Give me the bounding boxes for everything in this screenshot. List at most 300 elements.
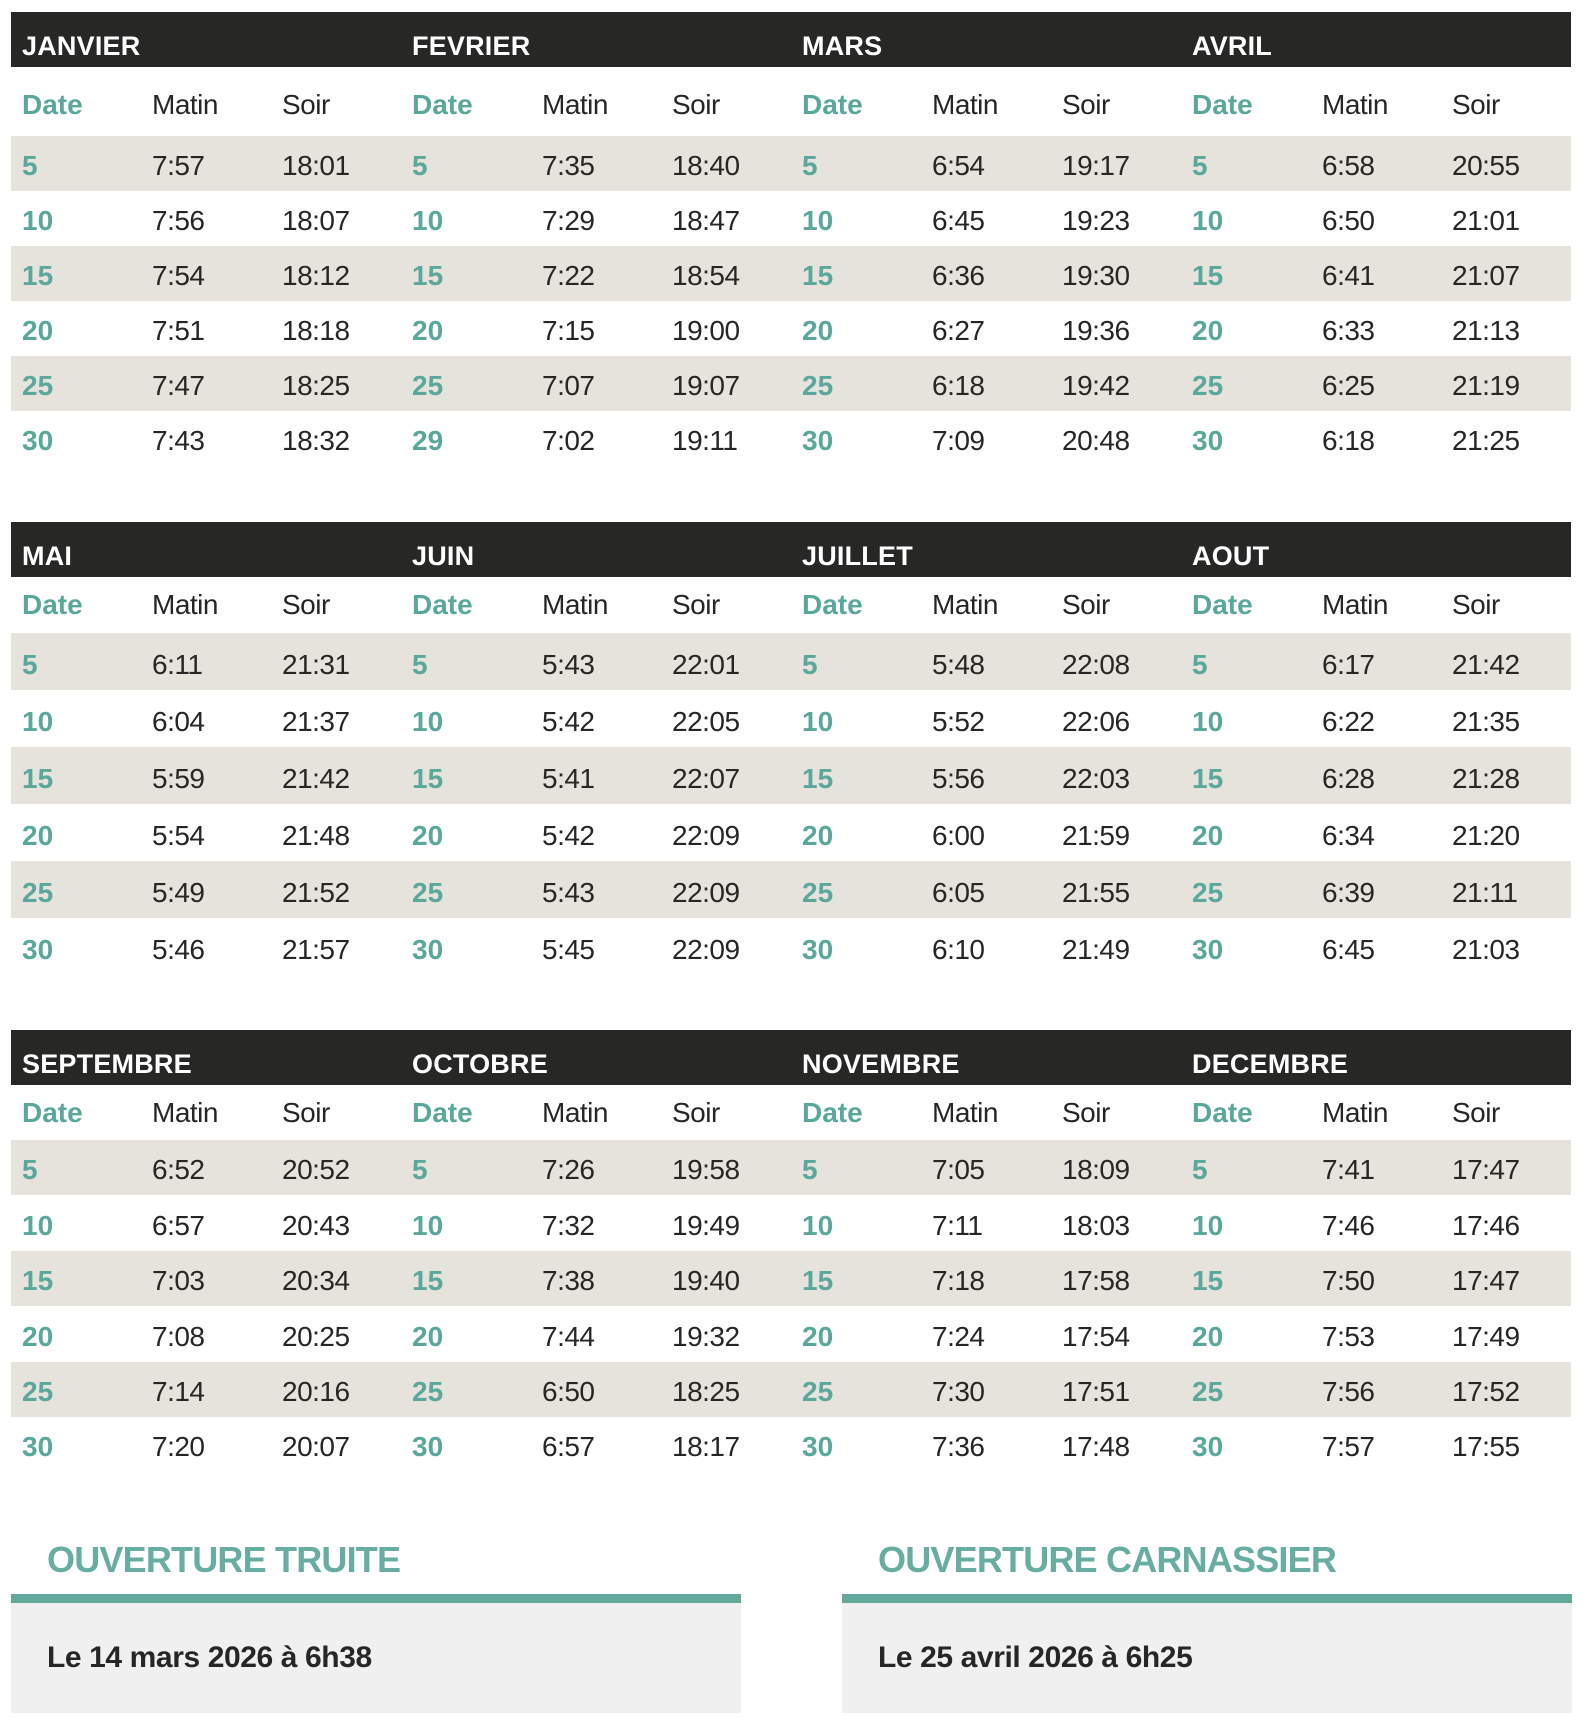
date-cell: 5 bbox=[412, 1154, 428, 1186]
evening-cell: 18:17 bbox=[672, 1431, 740, 1463]
date-cell: 5 bbox=[1192, 649, 1208, 680]
table-row bbox=[11, 191, 401, 246]
date-cell: 25 bbox=[22, 1375, 54, 1407]
table-row bbox=[1181, 191, 1571, 246]
morning-cell: 6:57 bbox=[542, 1431, 595, 1463]
table-row bbox=[791, 1195, 1181, 1250]
column-header-morning: Matin bbox=[152, 589, 218, 620]
date-cell: 25 bbox=[22, 370, 54, 401]
month-table bbox=[791, 577, 1181, 975]
date-cell: 15 bbox=[802, 1265, 834, 1297]
evening-cell: 21:07 bbox=[1452, 260, 1520, 291]
date-cell: 20 bbox=[1192, 1320, 1224, 1352]
morning-cell: 6:58 bbox=[1322, 150, 1375, 181]
morning-cell: 6:22 bbox=[1322, 706, 1375, 737]
month-table bbox=[401, 577, 791, 975]
morning-cell: 5:42 bbox=[542, 820, 595, 851]
column-header-evening: Soir bbox=[1062, 589, 1110, 620]
evening-cell: 17:46 bbox=[1452, 1209, 1520, 1241]
evening-cell: 20:25 bbox=[282, 1320, 350, 1352]
date-cell: 20 bbox=[802, 315, 834, 346]
morning-cell: 5:43 bbox=[542, 649, 595, 680]
date-cell: 15 bbox=[22, 763, 54, 794]
table-row bbox=[401, 690, 791, 747]
date-cell: 10 bbox=[802, 706, 834, 737]
trout-opening-date: Le 14 mars 2026 à 6h38 bbox=[11, 1603, 741, 1713]
table-row bbox=[401, 633, 791, 690]
morning-cell: 7:44 bbox=[542, 1320, 595, 1352]
table-row bbox=[1181, 1306, 1571, 1361]
table-row bbox=[791, 633, 1181, 690]
column-header-morning: Matin bbox=[542, 88, 608, 120]
evening-cell: 19:23 bbox=[1062, 205, 1130, 236]
morning-cell: 6:27 bbox=[932, 315, 985, 346]
column-header-date: Date bbox=[22, 589, 83, 620]
column-header-evening: Soir bbox=[282, 1096, 330, 1128]
morning-cell: 5:54 bbox=[152, 820, 205, 851]
morning-cell: 7:36 bbox=[932, 1431, 985, 1463]
morning-cell: 7:53 bbox=[1322, 1320, 1375, 1352]
morning-cell: 7:08 bbox=[152, 1320, 205, 1352]
date-cell: 20 bbox=[22, 1320, 54, 1352]
table-row bbox=[11, 1195, 401, 1250]
date-cell: 25 bbox=[802, 1375, 834, 1407]
table-row bbox=[791, 1140, 1181, 1195]
table-row bbox=[11, 861, 401, 918]
evening-cell: 21:19 bbox=[1452, 370, 1520, 401]
evening-cell: 20:07 bbox=[282, 1431, 350, 1463]
table-row bbox=[401, 356, 791, 411]
evening-cell: 21:49 bbox=[1062, 934, 1130, 965]
morning-cell: 7:18 bbox=[932, 1265, 985, 1297]
evening-cell: 20:52 bbox=[282, 1154, 350, 1186]
month-table bbox=[1181, 67, 1571, 466]
table-row bbox=[1181, 633, 1571, 690]
evening-cell: 22:06 bbox=[1062, 706, 1130, 737]
months-grid bbox=[11, 1085, 1571, 1472]
morning-cell: 6:25 bbox=[1322, 370, 1375, 401]
table-row bbox=[11, 1362, 401, 1417]
table-row bbox=[791, 1417, 1181, 1472]
morning-cell: 7:43 bbox=[152, 425, 205, 456]
evening-cell: 17:54 bbox=[1062, 1320, 1130, 1352]
morning-cell: 7:30 bbox=[932, 1375, 985, 1407]
month-table bbox=[401, 67, 791, 466]
date-cell: 30 bbox=[412, 1431, 444, 1463]
morning-cell: 5:43 bbox=[542, 877, 595, 908]
table-row bbox=[1181, 136, 1571, 191]
month-title: JUILLET bbox=[802, 541, 913, 571]
column-header-date: Date bbox=[412, 589, 473, 620]
date-cell: 10 bbox=[1192, 205, 1224, 236]
evening-cell: 17:52 bbox=[1452, 1375, 1520, 1407]
evening-cell: 19:00 bbox=[672, 315, 740, 346]
date-cell: 5 bbox=[22, 649, 38, 680]
evening-cell: 21:59 bbox=[1062, 820, 1130, 851]
morning-cell: 7:14 bbox=[152, 1375, 205, 1407]
table-row bbox=[1181, 411, 1571, 466]
table-row bbox=[1181, 918, 1571, 975]
evening-cell: 22:05 bbox=[672, 706, 740, 737]
column-header-evening: Soir bbox=[672, 1096, 720, 1128]
column-header-row bbox=[11, 577, 401, 633]
evening-cell: 19:30 bbox=[1062, 260, 1130, 291]
morning-cell: 6:33 bbox=[1322, 315, 1375, 346]
morning-cell: 7:41 bbox=[1322, 1154, 1375, 1186]
months-grid bbox=[11, 577, 1571, 975]
evening-cell: 19:40 bbox=[672, 1265, 740, 1297]
evening-cell: 17:55 bbox=[1452, 1431, 1520, 1463]
month-title: MAI bbox=[22, 541, 73, 571]
morning-cell: 6:52 bbox=[152, 1154, 205, 1186]
quarter-block-1 bbox=[11, 12, 1571, 466]
table-row bbox=[791, 861, 1181, 918]
month-header-bar bbox=[11, 1030, 1571, 1085]
table-row bbox=[401, 1195, 791, 1250]
morning-cell: 7:07 bbox=[542, 370, 595, 401]
morning-cell: 5:48 bbox=[932, 649, 985, 680]
evening-cell: 18:40 bbox=[672, 150, 740, 181]
morning-cell: 7:24 bbox=[932, 1320, 985, 1352]
date-cell: 20 bbox=[412, 315, 444, 346]
table-row bbox=[791, 411, 1181, 466]
evening-cell: 17:48 bbox=[1062, 1431, 1130, 1463]
month-title: JANVIER bbox=[22, 31, 141, 61]
date-cell: 20 bbox=[412, 820, 444, 851]
morning-cell: 7:38 bbox=[542, 1265, 595, 1297]
table-row bbox=[11, 1306, 401, 1361]
table-row bbox=[1181, 747, 1571, 804]
table-row bbox=[1181, 861, 1571, 918]
morning-cell: 6:04 bbox=[152, 706, 205, 737]
date-cell: 25 bbox=[1192, 1375, 1224, 1407]
column-header-row bbox=[1181, 1085, 1571, 1140]
month-title: AOUT bbox=[1192, 541, 1270, 571]
month-header-bar bbox=[11, 522, 1571, 577]
morning-cell: 6:28 bbox=[1322, 763, 1375, 794]
trout-opening-title: OUVERTURE TRUITE bbox=[47, 1539, 401, 1580]
morning-cell: 7:56 bbox=[152, 205, 205, 236]
column-header-morning: Matin bbox=[152, 88, 218, 120]
date-cell: 15 bbox=[22, 1265, 54, 1297]
evening-cell: 21:03 bbox=[1452, 934, 1520, 965]
date-cell: 20 bbox=[22, 315, 54, 346]
morning-cell: 7:57 bbox=[1322, 1431, 1375, 1463]
predator-opening-card bbox=[842, 1535, 1572, 1713]
evening-cell: 18:25 bbox=[282, 370, 350, 401]
morning-cell: 6:18 bbox=[1322, 425, 1375, 456]
table-row bbox=[791, 1362, 1181, 1417]
evening-cell: 19:42 bbox=[1062, 370, 1130, 401]
date-cell: 30 bbox=[412, 934, 444, 965]
evening-cell: 21:13 bbox=[1452, 315, 1520, 346]
morning-cell: 5:46 bbox=[152, 934, 205, 965]
evening-cell: 21:42 bbox=[1452, 649, 1520, 680]
month-title: AVRIL bbox=[1192, 31, 1272, 61]
month-table bbox=[401, 1085, 791, 1472]
morning-cell: 7:09 bbox=[932, 425, 985, 456]
month-table bbox=[1181, 1085, 1571, 1472]
month-title: DECEMBRE bbox=[1192, 1049, 1349, 1079]
quarter-block-3 bbox=[11, 1030, 1571, 1472]
month-table bbox=[11, 67, 401, 466]
column-header-morning: Matin bbox=[932, 589, 998, 620]
evening-cell: 18:09 bbox=[1062, 1154, 1130, 1186]
evening-cell: 21:11 bbox=[1452, 877, 1518, 908]
column-header-morning: Matin bbox=[152, 1096, 218, 1128]
table-row bbox=[11, 246, 401, 301]
morning-cell: 7:54 bbox=[152, 260, 205, 291]
month-table bbox=[11, 1085, 401, 1472]
table-row bbox=[791, 690, 1181, 747]
month-title: SEPTEMBRE bbox=[22, 1049, 192, 1079]
morning-cell: 7:56 bbox=[1322, 1375, 1375, 1407]
morning-cell: 7:35 bbox=[542, 150, 595, 181]
date-cell: 30 bbox=[802, 1431, 834, 1463]
date-cell: 30 bbox=[22, 425, 54, 456]
date-cell: 20 bbox=[1192, 315, 1224, 346]
predator-opening-divider bbox=[842, 1594, 1572, 1603]
evening-cell: 18:25 bbox=[672, 1375, 740, 1407]
table-row bbox=[11, 1140, 401, 1195]
date-cell: 15 bbox=[412, 260, 444, 291]
morning-cell: 7:50 bbox=[1322, 1265, 1375, 1297]
evening-cell: 19:07 bbox=[672, 370, 740, 401]
evening-cell: 19:32 bbox=[672, 1320, 740, 1352]
table-row bbox=[791, 356, 1181, 411]
column-header-row bbox=[791, 67, 1181, 136]
morning-cell: 6:17 bbox=[1322, 649, 1375, 680]
morning-cell: 5:45 bbox=[542, 934, 595, 965]
column-header-date: Date bbox=[22, 1096, 83, 1128]
evening-cell: 21:25 bbox=[1452, 425, 1520, 456]
morning-cell: 7:03 bbox=[152, 1265, 205, 1297]
column-header-morning: Matin bbox=[932, 88, 998, 120]
column-header-date: Date bbox=[412, 1096, 473, 1128]
column-header-row bbox=[1181, 67, 1571, 136]
evening-cell: 17:47 bbox=[1452, 1265, 1520, 1297]
evening-cell: 20:43 bbox=[282, 1209, 350, 1241]
evening-cell: 22:01 bbox=[672, 649, 740, 680]
date-cell: 10 bbox=[22, 205, 54, 236]
evening-cell: 18:54 bbox=[672, 260, 740, 291]
date-cell: 25 bbox=[1192, 877, 1224, 908]
column-header-evening: Soir bbox=[1452, 1096, 1500, 1128]
table-row bbox=[401, 1251, 791, 1306]
table-row bbox=[1181, 1195, 1571, 1250]
column-header-date: Date bbox=[802, 1096, 863, 1128]
date-cell: 15 bbox=[802, 763, 834, 794]
table-row bbox=[791, 1306, 1181, 1361]
date-cell: 10 bbox=[412, 205, 444, 236]
column-header-evening: Soir bbox=[1062, 88, 1110, 120]
quarter-block-2 bbox=[11, 522, 1571, 975]
morning-cell: 7:29 bbox=[542, 205, 595, 236]
morning-cell: 6:45 bbox=[932, 205, 985, 236]
morning-cell: 7:20 bbox=[152, 1431, 205, 1463]
date-cell: 5 bbox=[412, 150, 428, 181]
morning-cell: 6:36 bbox=[932, 260, 985, 291]
predator-opening-date: Le 25 avril 2026 à 6h25 bbox=[842, 1603, 1572, 1713]
morning-cell: 7:46 bbox=[1322, 1209, 1375, 1241]
morning-cell: 6:11 bbox=[152, 649, 203, 680]
column-header-morning: Matin bbox=[1322, 1096, 1388, 1128]
date-cell: 5 bbox=[1192, 150, 1208, 181]
evening-cell: 18:18 bbox=[282, 315, 350, 346]
table-row bbox=[11, 136, 401, 191]
evening-cell: 21:48 bbox=[282, 820, 350, 851]
column-header-morning: Matin bbox=[932, 1096, 998, 1128]
date-cell: 5 bbox=[412, 649, 428, 680]
morning-cell: 7:47 bbox=[152, 370, 205, 401]
date-cell: 20 bbox=[412, 1320, 444, 1352]
table-row bbox=[11, 1417, 401, 1472]
column-header-morning: Matin bbox=[1322, 589, 1388, 620]
date-cell: 25 bbox=[412, 370, 444, 401]
date-cell: 10 bbox=[802, 1209, 834, 1241]
morning-cell: 7:11 bbox=[932, 1209, 983, 1241]
table-row bbox=[791, 1251, 1181, 1306]
morning-cell: 5:59 bbox=[152, 763, 205, 794]
morning-cell: 6:10 bbox=[932, 934, 985, 965]
date-cell: 30 bbox=[1192, 425, 1224, 456]
morning-cell: 5:49 bbox=[152, 877, 205, 908]
table-row bbox=[401, 301, 791, 356]
date-cell: 29 bbox=[412, 425, 444, 456]
date-cell: 30 bbox=[1192, 934, 1224, 965]
evening-cell: 21:55 bbox=[1062, 877, 1130, 908]
evening-cell: 22:09 bbox=[672, 820, 740, 851]
evening-cell: 18:03 bbox=[1062, 1209, 1130, 1241]
column-header-evening: Soir bbox=[1452, 589, 1500, 620]
date-cell: 20 bbox=[802, 1320, 834, 1352]
table-row bbox=[401, 1417, 791, 1472]
morning-cell: 5:42 bbox=[542, 706, 595, 737]
evening-cell: 21:42 bbox=[282, 763, 350, 794]
date-cell: 15 bbox=[1192, 763, 1224, 794]
evening-cell: 20:16 bbox=[282, 1375, 350, 1407]
evening-cell: 17:51 bbox=[1062, 1375, 1130, 1407]
morning-cell: 5:52 bbox=[932, 706, 985, 737]
column-header-evening: Soir bbox=[1452, 88, 1500, 120]
date-cell: 20 bbox=[1192, 820, 1224, 851]
table-row bbox=[401, 411, 791, 466]
morning-cell: 7:57 bbox=[152, 150, 205, 181]
table-row bbox=[11, 1251, 401, 1306]
column-header-evening: Soir bbox=[672, 88, 720, 120]
table-row bbox=[11, 411, 401, 466]
table-row bbox=[11, 690, 401, 747]
month-table bbox=[1181, 577, 1571, 975]
date-cell: 30 bbox=[22, 1431, 54, 1463]
date-cell: 20 bbox=[22, 820, 54, 851]
table-row bbox=[401, 804, 791, 861]
morning-cell: 7:32 bbox=[542, 1209, 595, 1241]
date-cell: 25 bbox=[802, 370, 834, 401]
date-cell: 20 bbox=[802, 820, 834, 851]
evening-cell: 18:07 bbox=[282, 205, 350, 236]
table-row bbox=[11, 356, 401, 411]
evening-cell: 22:09 bbox=[672, 877, 740, 908]
evening-cell: 17:49 bbox=[1452, 1320, 1520, 1352]
date-cell: 10 bbox=[412, 1209, 444, 1241]
table-row bbox=[791, 301, 1181, 356]
trout-opening-card bbox=[11, 1535, 741, 1713]
date-cell: 5 bbox=[22, 150, 38, 181]
morning-cell: 6:05 bbox=[932, 877, 985, 908]
evening-cell: 21:01 bbox=[1452, 205, 1520, 236]
table-row bbox=[401, 861, 791, 918]
date-cell: 25 bbox=[802, 877, 834, 908]
date-cell: 30 bbox=[802, 425, 834, 456]
table-row bbox=[1181, 1417, 1571, 1472]
date-cell: 25 bbox=[412, 877, 444, 908]
column-header-row bbox=[791, 577, 1181, 633]
evening-cell: 17:47 bbox=[1452, 1154, 1520, 1186]
month-title: JUIN bbox=[412, 541, 475, 571]
month-table bbox=[791, 1085, 1181, 1472]
table-row bbox=[11, 918, 401, 975]
table-row bbox=[791, 246, 1181, 301]
table-row bbox=[11, 301, 401, 356]
evening-cell: 18:12 bbox=[282, 260, 350, 291]
date-cell: 10 bbox=[802, 205, 834, 236]
column-header-date: Date bbox=[802, 88, 863, 120]
evening-cell: 20:48 bbox=[1062, 425, 1130, 456]
morning-cell: 6:54 bbox=[932, 150, 985, 181]
months-grid bbox=[11, 67, 1571, 466]
evening-cell: 18:32 bbox=[282, 425, 350, 456]
evening-cell: 21:52 bbox=[282, 877, 350, 908]
evening-cell: 19:58 bbox=[672, 1154, 740, 1186]
table-row bbox=[791, 747, 1181, 804]
table-row bbox=[1181, 356, 1571, 411]
table-row bbox=[791, 918, 1181, 975]
trout-opening-divider bbox=[11, 1594, 741, 1603]
date-cell: 30 bbox=[802, 934, 834, 965]
column-header-row bbox=[11, 67, 401, 136]
table-row bbox=[791, 191, 1181, 246]
date-cell: 10 bbox=[22, 1209, 54, 1241]
column-header-morning: Matin bbox=[542, 1096, 608, 1128]
column-header-date: Date bbox=[1192, 88, 1253, 120]
morning-cell: 6:41 bbox=[1322, 260, 1375, 291]
morning-cell: 6:18 bbox=[932, 370, 985, 401]
morning-cell: 5:41 bbox=[542, 763, 595, 794]
date-cell: 5 bbox=[802, 649, 818, 680]
date-cell: 25 bbox=[1192, 370, 1224, 401]
evening-cell: 19:49 bbox=[672, 1209, 740, 1241]
evening-cell: 17:58 bbox=[1062, 1265, 1130, 1297]
month-title: FEVRIER bbox=[412, 31, 531, 61]
table-row bbox=[401, 246, 791, 301]
date-cell: 30 bbox=[22, 934, 54, 965]
morning-cell: 6:34 bbox=[1322, 820, 1375, 851]
evening-cell: 22:03 bbox=[1062, 763, 1130, 794]
morning-cell: 6:57 bbox=[152, 1209, 205, 1241]
month-title: OCTOBRE bbox=[412, 1049, 548, 1079]
column-header-row bbox=[401, 577, 791, 633]
table-row bbox=[1181, 246, 1571, 301]
table-row bbox=[401, 918, 791, 975]
evening-cell: 21:35 bbox=[1452, 706, 1520, 737]
morning-cell: 7:02 bbox=[542, 425, 595, 456]
date-cell: 5 bbox=[22, 1154, 38, 1186]
table-row bbox=[1181, 1251, 1571, 1306]
date-cell: 5 bbox=[802, 150, 818, 181]
evening-cell: 22:09 bbox=[672, 934, 740, 965]
column-header-evening: Soir bbox=[282, 589, 330, 620]
